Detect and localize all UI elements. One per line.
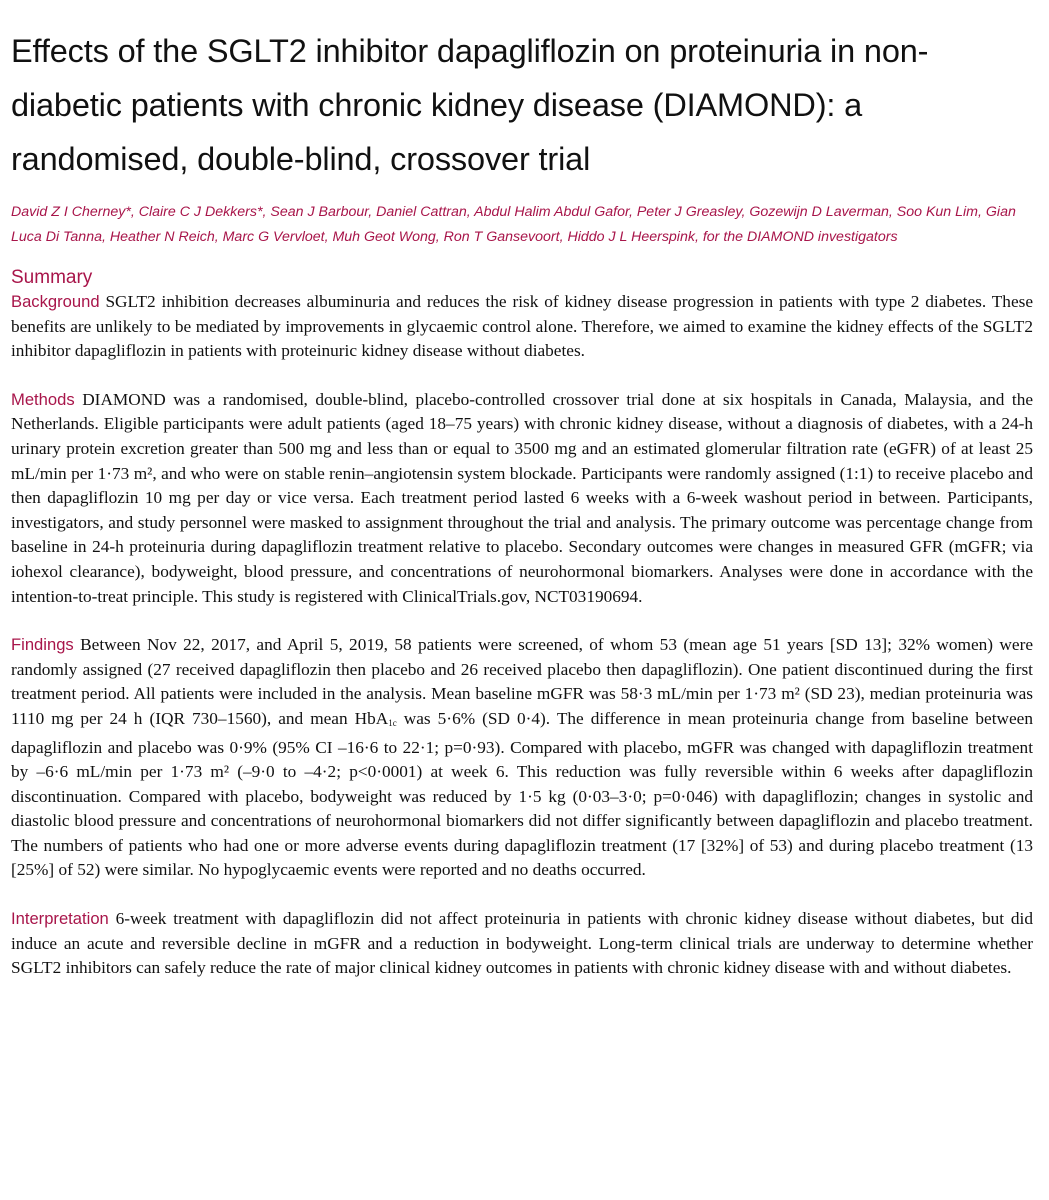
methods-section: [11, 388, 1033, 609]
methods-label: Methods: [11, 389, 75, 409]
interpretation-label: Interpretation: [11, 909, 109, 929]
findings-text-part-2: was 5·6% (SD 0·4). The difference in mean proteinuria change from baseline between dapagliflozin and placebo was 0·9% (95% CI –16·6 to 22·1; p=0·93). Compared with placebo, mGFR was changed with dapagliflozin treatment by –6·6 mL/min per 1·73 m² (–9·0 to –4·2; p<0·0001) at week 6. This reduction was fully reversible within 6 weeks after dapagliflozin discontinuation. Compared with placebo, bodyweight was reduced by 1·5 kg (0·03–3·0; p=0·046) with dapagliflozin; changes in systolic and diastolic blood pressure and concentrations of neurohormonal biomarkers did not differ significantly between dapagliflozin and placebo treatment. The numbers of patients who had one or more adverse events during dapagliflozin treatment (17 [32%] of 53) and during placebo treatment (13 [25%] of 52) were similar. No hypoglycaemic events were reported and no deaths occurred.: [11, 708, 1033, 880]
background-text: SGLT2 inhibition decreases albuminuria and reduces the risk of kidney disease progression in patients with type 2 diabetes. These benefits are unlikely to be mediated by improvements in glycaemic control alone. Therefore, we aimed to examine the kidney effects of the SGLT2 inhibitor dapagliflozin in patients with proteinuric kidney disease without diabetes.: [11, 292, 1034, 361]
summary-heading: Summary: [11, 267, 93, 288]
interpretation-section: [11, 907, 1033, 981]
findings-text-part-1: Between Nov 22, 2017, and April 5, 2019, 58 patients were screened, of whom 53 (mean age 51 years [SD 13]; 32% women) were randomly assigned (27 received dapagliflozin then placebo and 26 received placebo then dapagliflozin). One patient discontinued during the first treatment period. All patients were included in the analysis. Mean baseline mGFR was 58·3 mL/min per 1·73 m² (SD 23), median proteinuria was 1110 mg per 24 h (IQR 730–1560), and mean HbA: [11, 635, 1033, 728]
interpretation-text: 6-week treatment with dapagliflozin did not affect proteinuria in patients with chronic kidney disease without diabetes, but did induce an acute and reversible decline in mGFR and a reduction in bodyweight. Long-term clinical trials are underway to determine whether SGLT2 inhibitors can safely reduce the rate of major clinical kidney outcomes in patients with chronic kidney disease with and without diabetes.: [11, 909, 1033, 978]
methods-text: DIAMOND was a randomised, double-blind, placebo-controlled crossover trial done at six hospitals in Canada, Malaysia, and the Netherlands. Eligible participants were adult patients (aged 18–75 years) with chronic kidney disease, without a diagnosis of diabetes, with a 24-h urinary protein excretion greater than 500 mg and less than or equal to 3500 mg and an estimated glomerular filtration rate (eGFR) of at least 25 mL/min per 1·73 m², and who were on stable renin–angiotensin system blockade. Participants were randomly assigned (1:1) to receive placebo and then dapagliflozin 10 mg per day or vice versa. Each treatment period lasted 6 weeks with a 6-week washout period in between. Participants, investigators, and study personnel were masked to assignment throughout the trial and analysis. The primary outcome was percentage change from baseline in 24-h proteinuria during dapagliflozin treatment relative to placebo. Secondary outcomes were changes in measured GFR (mGFR; via iohexol clearance), bodyweight, blood pressure, and concentrations of neurohormonal biomarkers. Analyses were done in accordance with the intention-to-treat principle. This study is registered with ClinicalTrials.gov, NCT03190694.: [11, 389, 1034, 606]
findings-label: Findings: [11, 635, 74, 655]
background-label: Background: [11, 292, 100, 311]
findings-section: [11, 633, 1033, 883]
background-section: [11, 290, 1033, 364]
author-list: David Z I Cherney*, Claire C J Dekkers*, Sean J Barbour, Daniel Cattran, Abdul Halim Abdul Gafor, Peter J Greasley, Gozewijn D Laverman, Soo Kun Lim, Gian Luca Di Tanna, Heather N Reich, Marc G Vervloet, Muh Geot Wong, Ron T Gansevoort, Hiddo J L Heerspink, for the DIAMOND investigators: [11, 204, 1016, 245]
hba1c-subscript: 1c: [388, 717, 397, 728]
article: [11, 24, 1033, 981]
article-title: Effects of the SGLT2 inhibitor dapagliflozin on proteinuria in non-diabetic patients with chronic kidney disease (DIAMOND): a randomised, double-blind, crossover trial: [11, 33, 929, 177]
